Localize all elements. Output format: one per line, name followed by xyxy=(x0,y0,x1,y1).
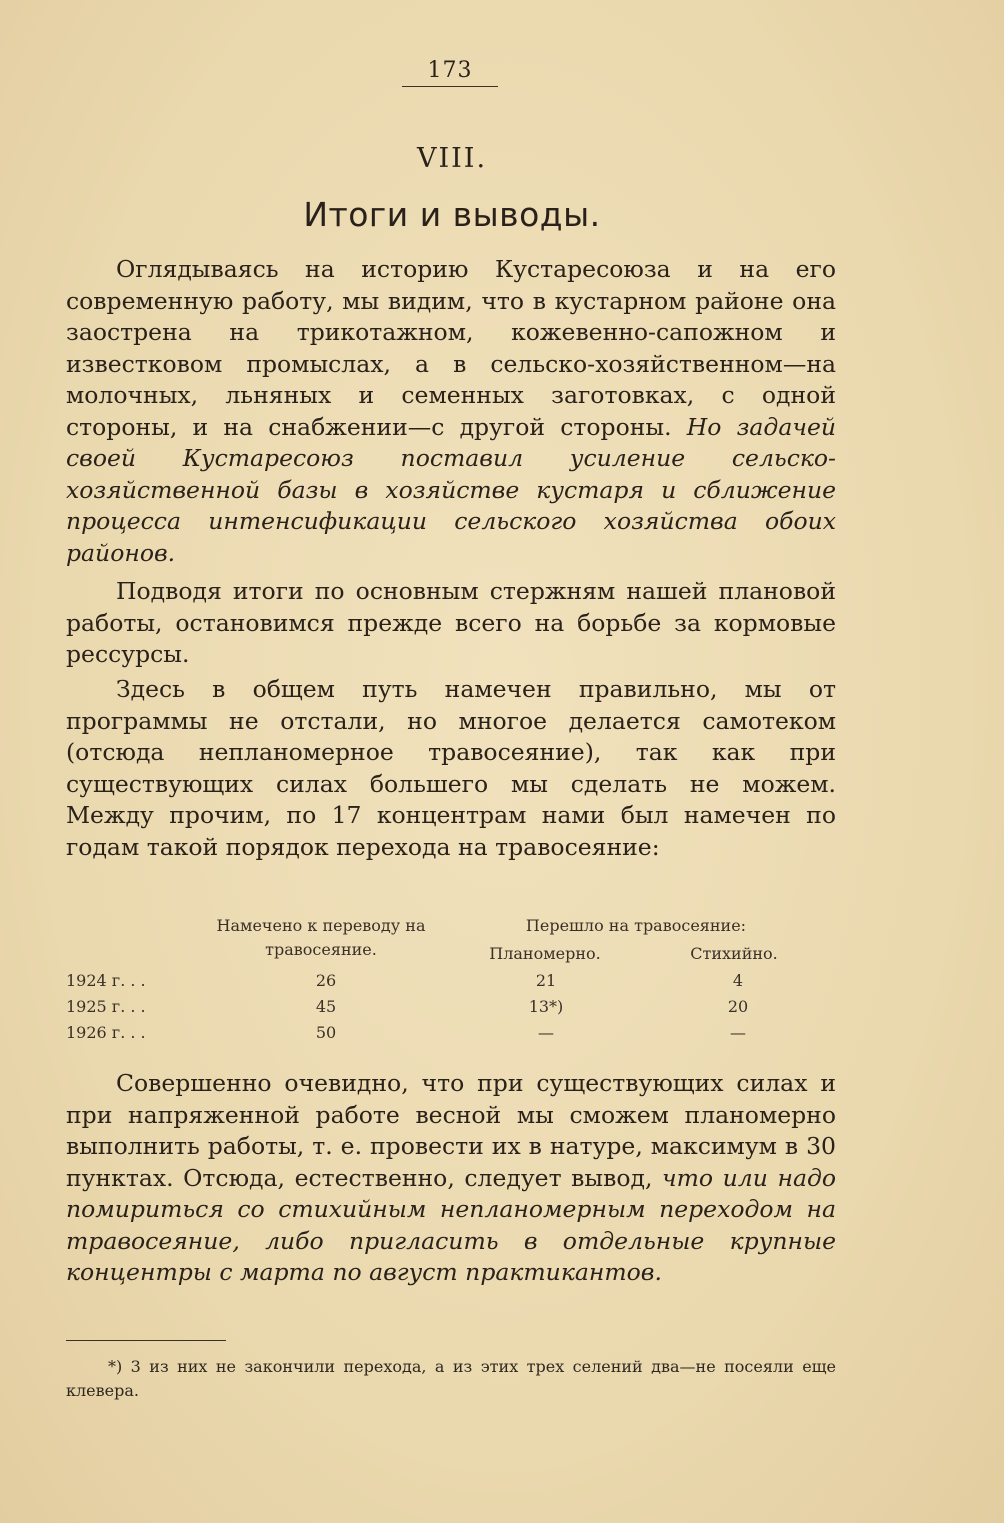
paragraph-4-text: Совершенно очевидно, что при существующих силах и при напряженной работе весной мы сможем планомерно выполнить работы, т. е. провести их в натуре, максимум в 30 пунктах. Отсюда, естественно, следует вывод, xyxy=(66,1069,836,1192)
paragraph-2 xyxy=(66,576,836,671)
footnote xyxy=(66,1355,836,1403)
paragraph-3-text: Здесь в общем путь намечен правильно, мы от программы не отстали, но многое делается самотеком (отсюда непланомерное травосеяние), так как при существующих силах большего мы сделать не можем. Между прочим, по 17 концентрам нами был намечен по годам такой порядок перехода на травосеяние: xyxy=(66,675,836,861)
table-cell-planned: 26 xyxy=(315,971,337,990)
table-row xyxy=(66,968,806,994)
paragraph-3 xyxy=(66,674,836,863)
table-header-stihiyno: Стихийно. xyxy=(690,944,778,963)
table-cell-stihiyno: 4 xyxy=(732,971,744,990)
chapter-number: VIII. xyxy=(416,143,488,174)
table-header-transitioned: Перешло на травосеяние: xyxy=(525,916,747,935)
table-cell-planomerno: — xyxy=(538,1023,554,1042)
chapter-title: Итоги и выводы. xyxy=(303,195,601,234)
table-row xyxy=(66,994,806,1020)
table-cell-planomerno: 13*) xyxy=(528,997,564,1016)
paragraph-4 xyxy=(66,1068,836,1289)
table-cell-planned: 50 xyxy=(315,1023,337,1042)
table-cell-stihiyno: 20 xyxy=(727,997,749,1016)
table-cell-planned: 45 xyxy=(315,997,337,1016)
table-cell-year: 1925 г. . . xyxy=(66,997,146,1016)
paragraph-2-text: Подводя итоги по основным стержням нашей плановой работы, остановимся прежде всего на борьбе за кормовые рессурсы. xyxy=(66,577,836,668)
page-number-rule xyxy=(402,86,498,87)
table-row xyxy=(66,1020,806,1046)
paragraph-4-italic: что или надо помириться со стихийным непланомерным переходом на травосеяние, либо пригласить в отдельные крупные концентры с марта по август практикантов. xyxy=(66,1163,836,1286)
table-header-planned: Намечено к переводу на травосеяние. xyxy=(216,916,426,959)
footnote-text: *) 3 из них не закончили перехода, а из этих трех селений два—не посеяли еще клевера. xyxy=(66,1357,836,1400)
table-cell-year: 1924 г. . . xyxy=(66,971,146,990)
table-header-planomerno: Планомерно. xyxy=(489,944,601,963)
table-cell-planomerno: 21 xyxy=(535,971,557,990)
paragraph-1-text: Оглядываясь на историю Кустаресоюза и на его современную работу, мы видим, что в кустарном районе она заострена на трикотажном, кожевенно-сапожном и известковом промыслах, а в сельско-хозяйственном—на молочных, льняных и семенных заготовках, с одной стороны, и на снабжении—с другой стороны. xyxy=(66,255,836,441)
paragraph-1 xyxy=(66,254,836,569)
paragraph-1-italic: Но задачей своей Кустаресоюз поставил усиление сельско-хозяйственной базы в хозяйстве кустаря и сближение процесса интенсификации сельского хозяйства обоих районов. xyxy=(66,412,836,567)
table-cell-stihiyno: — xyxy=(730,1023,746,1042)
table-cell-year: 1926 г. . . xyxy=(66,1023,146,1042)
page-number: 173 xyxy=(427,58,473,83)
footnote-rule xyxy=(66,1340,226,1341)
